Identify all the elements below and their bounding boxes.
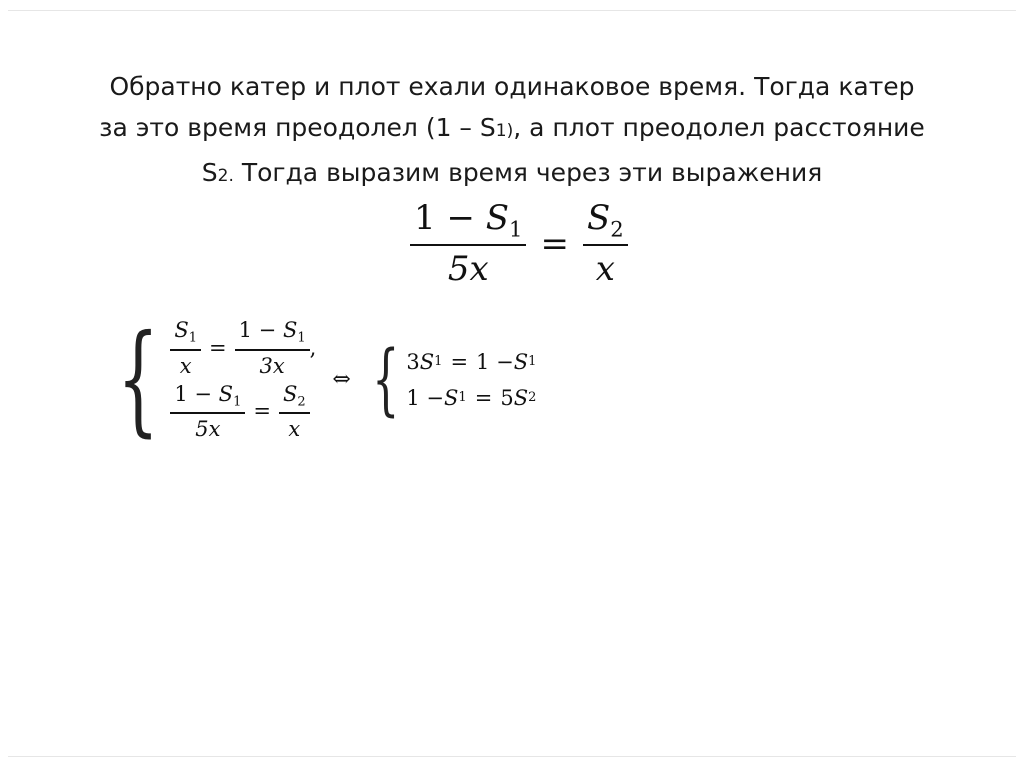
r1-right-num: [235, 318, 310, 346]
right-fraction-bar: [583, 244, 628, 246]
s2-equals: =: [474, 385, 493, 410]
s1-equals: =: [450, 349, 469, 374]
r2-right-den: [284, 417, 304, 441]
r1-rden-text: 3x: [259, 353, 285, 378]
main-equation: [410, 198, 628, 289]
r1-lnum-sub: 1: [188, 330, 198, 346]
paragraph-line-2: [60, 107, 964, 152]
slide-bottom-border: [8, 756, 1016, 757]
problem-paragraph: [60, 66, 964, 197]
left-fraction: [410, 198, 526, 289]
line-3-s: S: [201, 158, 218, 187]
line-3-subscript: 2.: [217, 166, 234, 186]
r1-left-den: [176, 354, 196, 378]
r2-rnum-sub: 2: [297, 394, 306, 410]
r1-right-den: [256, 354, 289, 378]
right-numerator: [583, 198, 628, 241]
left-denominator: [444, 249, 493, 289]
r1-right-bar: [235, 349, 310, 351]
right-num-var: S: [586, 198, 611, 238]
r2-right-num: [279, 382, 310, 410]
r1-right-fraction: [235, 318, 310, 378]
r2-rnum-var: S: [282, 381, 298, 406]
s1-sub: 1: [434, 354, 443, 370]
r2-lnum-prefix: 1 −: [174, 381, 219, 406]
right-den-text: x: [595, 249, 615, 290]
s1-prefix: 3: [406, 349, 420, 374]
r2-left-fraction: [170, 382, 245, 442]
s2-rhs-sub: 2: [528, 390, 537, 406]
simplified-row-2: [406, 386, 536, 410]
r1-left-bar: [170, 349, 201, 351]
equivalence-arrow-icon: ⇔: [332, 367, 351, 393]
left-brace: {: [117, 309, 160, 449]
r1-left-fraction: [170, 318, 201, 378]
right-num-sub: 2: [610, 216, 624, 242]
r1-comma: ,: [309, 335, 317, 360]
left-num-var: S: [485, 198, 510, 238]
line-2-text-a: за это время преодолел (1 – S: [99, 113, 496, 142]
right-denominator: [592, 249, 619, 289]
line-2-subscript: 1): [495, 121, 514, 141]
system-row-2: [170, 382, 316, 442]
line-2-text-b: , а плот преодолел расстояние: [513, 113, 925, 142]
simplified-rows: [406, 350, 536, 410]
s1-rhs-sub: 1: [528, 354, 537, 370]
s2-sub: 1: [458, 390, 467, 406]
paragraph-line-3: [60, 152, 964, 197]
r2-left-den: [191, 417, 224, 441]
s2-prefix: 1 −: [406, 385, 445, 410]
equation-system: [100, 309, 537, 449]
r2-lden-text: 5x: [195, 417, 221, 442]
s2-var: S: [444, 385, 459, 410]
simplified-row-1: [406, 350, 536, 374]
r1-lden-text: x: [179, 353, 192, 378]
r2-right-bar: [279, 412, 310, 414]
left-fraction-bar: [410, 244, 526, 246]
left-numerator: [410, 198, 526, 241]
r2-left-bar: [170, 412, 245, 414]
r1-lnum-var: S: [174, 318, 189, 342]
r2-equals: =: [253, 399, 271, 424]
r2-left-num: [170, 382, 245, 410]
s1-rhs-var: S: [513, 349, 529, 374]
line-3-text: Тогда выразим время через эти выражения: [233, 158, 823, 187]
r2-rden-text: x: [288, 417, 301, 442]
system-row-1: [170, 318, 316, 378]
paragraph-line-1: [60, 66, 964, 107]
s2-rhs-prefix: 5: [500, 385, 514, 410]
s2-rhs-var: S: [513, 385, 529, 410]
r1-rnum-var: S: [282, 318, 298, 342]
right-brace: {: [371, 334, 400, 425]
line-1-text: Обратно катер и плот ехали одинаковое время. Тогда катер: [109, 72, 915, 101]
r2-lnum-var: S: [218, 381, 234, 406]
left-num-sub: 1: [509, 216, 523, 242]
right-fraction: [583, 198, 628, 289]
left-den-text: 5x: [447, 249, 489, 290]
r1-rnum-prefix: 1 −: [238, 318, 283, 342]
r2-lnum-sub: 1: [233, 394, 242, 410]
s1-var: S: [419, 349, 435, 374]
system-rows: [170, 318, 316, 441]
r1-rnum-sub: 1: [297, 330, 306, 346]
equals-sign: =: [540, 223, 569, 264]
left-num-prefix: 1 −: [414, 198, 486, 238]
r1-left-num: [170, 318, 201, 346]
r1-equals: =: [209, 335, 227, 360]
slide-top-border: [8, 10, 1016, 11]
r2-right-fraction: [279, 382, 310, 442]
s1-rhs-prefix: 1 −: [476, 349, 514, 374]
